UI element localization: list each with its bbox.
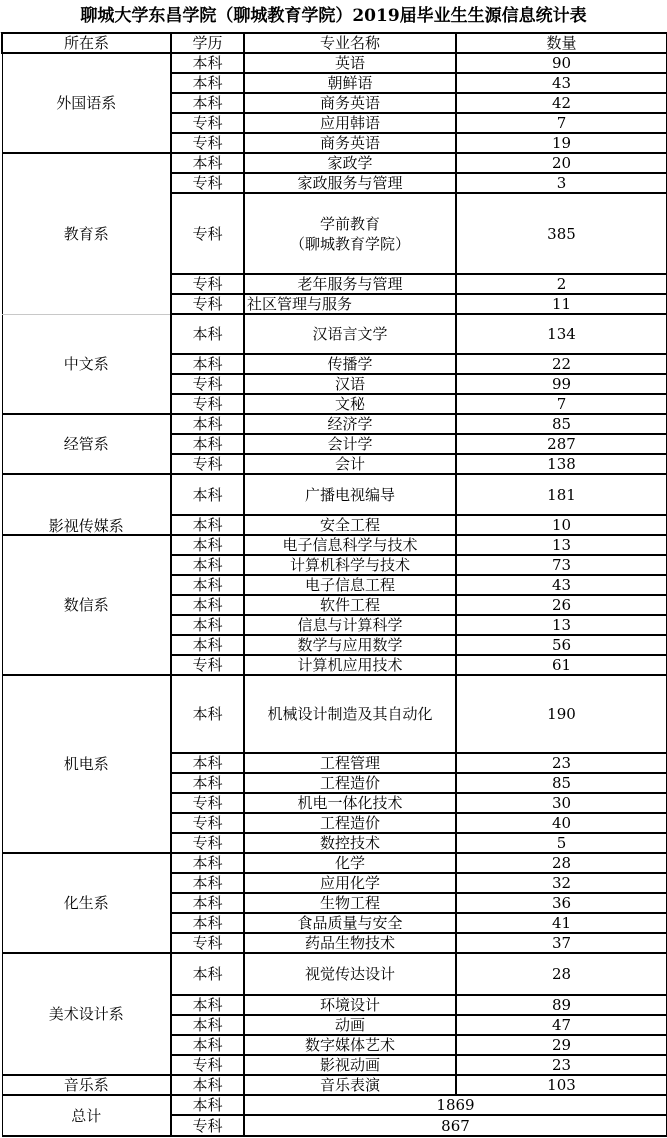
count-cell: 26	[456, 595, 667, 615]
major-cell: 英语	[244, 53, 456, 73]
degree-cell: 专科	[171, 793, 244, 813]
degree-cell: 本科	[171, 314, 244, 354]
degree-cell: 本科	[171, 595, 244, 615]
major-cell: 应用韩语	[244, 113, 456, 133]
degree-cell: 本科	[171, 535, 244, 555]
table-row	[2, 153, 667, 173]
total-degree-cell: 专科	[171, 1115, 244, 1136]
count-cell: 181	[456, 474, 667, 515]
total-count-cell: 1869	[244, 1095, 667, 1115]
count-cell: 90	[456, 53, 667, 73]
department-cell: 经管系	[2, 414, 171, 474]
major-cell: 会计学	[244, 434, 456, 454]
department-cell: 美术设计系	[2, 953, 171, 1075]
major-cell: 数字媒体艺术	[244, 1035, 456, 1055]
count-cell: 23	[456, 753, 667, 773]
major-line-2: （聊城教育学院）	[289, 234, 410, 253]
degree-cell: 本科	[171, 1035, 244, 1055]
degree-cell: 本科	[171, 555, 244, 575]
degree-cell: 专科	[171, 933, 244, 953]
degree-cell: 本科	[171, 893, 244, 913]
degree-cell: 本科	[171, 575, 244, 595]
degree-cell: 本科	[171, 615, 244, 635]
table-row	[2, 675, 667, 753]
major-cell: 电子信息科学与技术	[244, 535, 456, 555]
degree-cell: 专科	[171, 113, 244, 133]
major-cell: 药品生物技术	[244, 933, 456, 953]
major-cell: 数学与应用数学	[244, 635, 456, 655]
count-cell: 5	[456, 833, 667, 853]
major-cell: 环境设计	[244, 995, 456, 1015]
major-cell: 安全工程	[244, 515, 456, 535]
count-cell: 43	[456, 575, 667, 595]
major-cell: 工程管理	[244, 753, 456, 773]
total-label: 总计	[2, 1095, 171, 1136]
major-cell: 工程造价	[244, 813, 456, 833]
degree-cell: 本科	[171, 873, 244, 893]
major-cell: 信息与计算科学	[244, 615, 456, 635]
degree-cell: 专科	[171, 294, 244, 314]
degree-cell: 专科	[171, 454, 244, 474]
table-row	[2, 853, 667, 873]
count-cell: 36	[456, 893, 667, 913]
count-cell: 287	[456, 434, 667, 454]
count-cell: 43	[456, 73, 667, 93]
count-cell: 103	[456, 1075, 667, 1095]
degree-cell: 本科	[171, 354, 244, 374]
department-cell: 化生系	[2, 853, 171, 953]
count-cell: 138	[456, 454, 667, 474]
major-cell: 广播电视编导	[244, 474, 456, 515]
degree-cell: 本科	[171, 913, 244, 933]
count-cell: 2	[456, 274, 667, 294]
count-cell: 385	[456, 193, 667, 274]
count-cell: 42	[456, 93, 667, 113]
major-cell: 商务英语	[244, 133, 456, 153]
degree-cell: 专科	[171, 193, 244, 274]
count-cell: 73	[456, 555, 667, 575]
count-cell: 28	[456, 853, 667, 873]
degree-cell: 本科	[171, 515, 244, 535]
degree-cell: 本科	[171, 474, 244, 515]
major-cell: 朝鲜语	[244, 73, 456, 93]
degree-cell: 本科	[171, 635, 244, 655]
total-row	[2, 1095, 667, 1115]
degree-cell: 本科	[171, 93, 244, 113]
major-cell: 生物工程	[244, 893, 456, 913]
major-cell: 商务英语	[244, 93, 456, 113]
count-cell: 29	[456, 1035, 667, 1055]
major-line-1: 学前教育	[319, 214, 380, 233]
major-cell: 数控技术	[244, 833, 456, 853]
header-major: 专业名称	[244, 33, 456, 53]
degree-cell: 本科	[171, 853, 244, 873]
count-cell: 7	[456, 394, 667, 414]
major-cell: 社区管理与服务	[244, 294, 456, 314]
count-cell: 3	[456, 173, 667, 193]
count-cell: 7	[456, 113, 667, 133]
count-cell: 190	[456, 675, 667, 753]
major-cell: 文秘	[244, 394, 456, 414]
department-cell: 机电系	[2, 675, 171, 853]
count-cell: 85	[456, 414, 667, 434]
count-cell: 37	[456, 933, 667, 953]
count-cell: 10	[456, 515, 667, 535]
degree-cell: 专科	[171, 1055, 244, 1075]
major-cell: 家政学	[244, 153, 456, 173]
degree-cell: 本科	[171, 414, 244, 434]
major-cell: 汉语	[244, 374, 456, 394]
degree-cell: 专科	[171, 813, 244, 833]
table-row	[2, 474, 667, 515]
degree-cell: 本科	[171, 953, 244, 995]
table-row	[2, 535, 667, 555]
degree-cell: 本科	[171, 434, 244, 454]
degree-cell: 本科	[171, 773, 244, 793]
degree-cell: 本科	[171, 753, 244, 773]
table-row	[2, 1075, 667, 1095]
major-cell: 老年服务与管理	[244, 274, 456, 294]
table-row	[2, 314, 667, 354]
major-cell: 电子信息工程	[244, 575, 456, 595]
degree-cell: 本科	[171, 53, 244, 73]
major-cell: 影视动画	[244, 1055, 456, 1075]
degree-cell: 专科	[171, 374, 244, 394]
major-cell: 化学	[244, 853, 456, 873]
major-cell: 汉语言文学	[244, 314, 456, 354]
count-cell: 20	[456, 153, 667, 173]
major-cell: 计算机应用技术	[244, 655, 456, 675]
header-degree: 学历	[171, 33, 244, 53]
count-cell: 99	[456, 374, 667, 394]
count-cell: 134	[456, 314, 667, 354]
count-cell: 32	[456, 873, 667, 893]
degree-cell: 专科	[171, 394, 244, 414]
count-cell: 41	[456, 913, 667, 933]
major-cell	[244, 193, 456, 274]
count-cell: 19	[456, 133, 667, 153]
major-cell: 软件工程	[244, 595, 456, 615]
major-cell: 音乐表演	[244, 1075, 456, 1095]
table-row	[2, 53, 667, 73]
degree-cell: 本科	[171, 1015, 244, 1035]
table-row	[2, 414, 667, 434]
major-cell: 会计	[244, 454, 456, 474]
total-count-cell: 867	[244, 1115, 667, 1136]
major-cell: 经济学	[244, 414, 456, 434]
graduate-statistics-table	[1, 32, 667, 1137]
degree-cell: 本科	[171, 73, 244, 93]
header-row	[2, 33, 667, 53]
major-cell: 应用化学	[244, 873, 456, 893]
major-cell: 动画	[244, 1015, 456, 1035]
degree-cell: 专科	[171, 133, 244, 153]
degree-cell: 专科	[171, 655, 244, 675]
department-cell: 影视传媒系	[2, 474, 171, 535]
degree-cell: 专科	[171, 274, 244, 294]
count-cell: 11	[456, 294, 667, 314]
count-cell: 85	[456, 773, 667, 793]
count-cell: 22	[456, 354, 667, 374]
table-row	[2, 953, 667, 995]
header-count: 数量	[456, 33, 667, 53]
degree-cell: 专科	[171, 833, 244, 853]
department-cell: 数信系	[2, 535, 171, 675]
count-cell: 30	[456, 793, 667, 813]
degree-cell: 本科	[171, 675, 244, 753]
count-cell: 13	[456, 615, 667, 635]
major-cell: 计算机科学与技术	[244, 555, 456, 575]
count-cell: 23	[456, 1055, 667, 1075]
major-cell: 食品质量与安全	[244, 913, 456, 933]
major-cell: 传播学	[244, 354, 456, 374]
department-cell: 教育系	[2, 153, 171, 314]
degree-cell: 专科	[171, 173, 244, 193]
degree-cell: 本科	[171, 1075, 244, 1095]
department-cell: 音乐系	[2, 1075, 171, 1095]
major-cell: 视觉传达设计	[244, 953, 456, 995]
degree-cell: 本科	[171, 153, 244, 173]
header-department: 所在系	[2, 33, 171, 53]
count-cell: 47	[456, 1015, 667, 1035]
count-cell: 28	[456, 953, 667, 995]
department-cell: 中文系	[2, 314, 171, 414]
count-cell: 89	[456, 995, 667, 1015]
department-cell: 外国语系	[2, 53, 171, 153]
count-cell: 61	[456, 655, 667, 675]
count-cell: 13	[456, 535, 667, 555]
total-degree-cell: 本科	[171, 1095, 244, 1115]
major-cell: 工程造价	[244, 773, 456, 793]
major-cell: 家政服务与管理	[244, 173, 456, 193]
major-cell: 机电一体化技术	[244, 793, 456, 813]
count-cell: 56	[456, 635, 667, 655]
count-cell: 40	[456, 813, 667, 833]
major-cell: 机械设计制造及其自动化	[244, 675, 456, 753]
degree-cell: 本科	[171, 995, 244, 1015]
page-title: 聊城大学东昌学院（聊城教育学院）2019届毕业生生源信息统计表	[0, 0, 667, 33]
